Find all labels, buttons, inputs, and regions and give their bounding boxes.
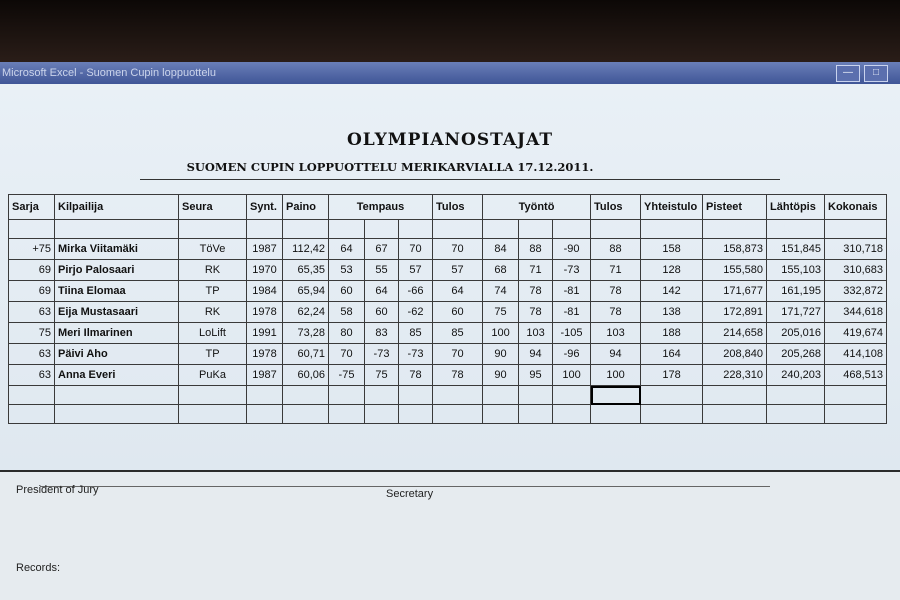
- cell-seura[interactable]: PuKa: [179, 365, 247, 386]
- cell-tempaus-3[interactable]: 85: [399, 323, 433, 344]
- cell-paino[interactable]: 73,28: [283, 323, 329, 344]
- cell-pisteet[interactable]: 208,840: [703, 344, 767, 365]
- cell-tulos-1[interactable]: 70: [433, 239, 483, 260]
- cell-tempaus-2[interactable]: 60: [365, 302, 399, 323]
- table-cell[interactable]: [703, 386, 767, 405]
- cell-tyonto-1[interactable]: 74: [483, 281, 519, 302]
- cell-lahtopisteet[interactable]: 240,203: [767, 365, 825, 386]
- cell-kokonais[interactable]: 468,513: [825, 365, 887, 386]
- cell-kokonais[interactable]: 419,674: [825, 323, 887, 344]
- cell-paino[interactable]: 62,24: [283, 302, 329, 323]
- table-cell[interactable]: [55, 386, 179, 405]
- table-cell[interactable]: [399, 220, 433, 239]
- cell-synt[interactable]: 1991: [247, 323, 283, 344]
- cell-yhteistulos[interactable]: 128: [641, 260, 703, 281]
- table-cell[interactable]: [55, 405, 179, 424]
- header-tyonto[interactable]: Työntö: [483, 195, 591, 220]
- cell-tyonto-2[interactable]: 95: [519, 365, 553, 386]
- cell-tulos-1[interactable]: 85: [433, 323, 483, 344]
- cell-tyonto-1[interactable]: 90: [483, 365, 519, 386]
- cell-paino[interactable]: 60,06: [283, 365, 329, 386]
- cell-paino[interactable]: 60,71: [283, 344, 329, 365]
- cell-sarja[interactable]: 63: [9, 365, 55, 386]
- cell-tulos-1[interactable]: 70: [433, 344, 483, 365]
- table-cell[interactable]: [641, 405, 703, 424]
- cell-tempaus-2[interactable]: 83: [365, 323, 399, 344]
- results-table: [8, 194, 887, 424]
- table-cell[interactable]: [9, 220, 55, 239]
- cell-tulos-1[interactable]: 64: [433, 281, 483, 302]
- cell-tyonto-2[interactable]: 88: [519, 239, 553, 260]
- table-cell[interactable]: [703, 405, 767, 424]
- header-kilpailija[interactable]: Kilpailija: [55, 195, 179, 220]
- cell-tulos-2[interactable]: 94: [591, 344, 641, 365]
- cell-tyonto-1[interactable]: 75: [483, 302, 519, 323]
- cell-pisteet[interactable]: 155,580: [703, 260, 767, 281]
- cell-tyonto-3[interactable]: -90: [553, 239, 591, 260]
- cell-synt[interactable]: 1984: [247, 281, 283, 302]
- cell-yhteistulos[interactable]: 188: [641, 323, 703, 344]
- table-row: [9, 239, 887, 260]
- cell-lahtopisteet[interactable]: 205,268: [767, 344, 825, 365]
- cell-tyonto-3[interactable]: 100: [553, 365, 591, 386]
- cell-tyonto-1[interactable]: 90: [483, 344, 519, 365]
- cell-tyonto-1[interactable]: 84: [483, 239, 519, 260]
- cell-synt[interactable]: 1978: [247, 302, 283, 323]
- subtitle-underline: [140, 179, 780, 180]
- cell-seura[interactable]: TP: [179, 281, 247, 302]
- maximize-button[interactable]: □: [864, 65, 888, 82]
- cell-tempaus-1[interactable]: 64: [329, 239, 365, 260]
- president-of-jury-label: President of Jury: [16, 484, 99, 496]
- cell-paino[interactable]: 65,94: [283, 281, 329, 302]
- cell-tyonto-3[interactable]: -81: [553, 302, 591, 323]
- header-synt[interactable]: Synt.: [247, 195, 283, 220]
- table-cell[interactable]: [825, 386, 887, 405]
- cell-yhteistulos[interactable]: 164: [641, 344, 703, 365]
- sheet-subtitle: SUOMEN CUPIN LOPPUOTTELU MERIKARVIALLA 17.12.2011.: [186, 160, 594, 174]
- header-pisteet[interactable]: Pisteet: [703, 195, 767, 220]
- table-cell[interactable]: [519, 220, 553, 239]
- cell-tyonto-2[interactable]: 78: [519, 302, 553, 323]
- secretary-label: Secretary: [386, 488, 434, 500]
- cell-tulos-1[interactable]: 78: [433, 365, 483, 386]
- cell-lahtopisteet[interactable]: 155,103: [767, 260, 825, 281]
- table-cell[interactable]: [483, 220, 519, 239]
- table-cell[interactable]: [519, 405, 553, 424]
- header-tempaus[interactable]: Tempaus: [329, 195, 433, 220]
- table-cell[interactable]: [433, 220, 483, 239]
- table-cell[interactable]: [179, 220, 247, 239]
- cell-yhteistulos[interactable]: 142: [641, 281, 703, 302]
- cell-yhteistulos[interactable]: 138: [641, 302, 703, 323]
- cell-pisteet[interactable]: 214,658: [703, 323, 767, 344]
- cell-seura[interactable]: RK: [179, 302, 247, 323]
- cell-tyonto-3[interactable]: -96: [553, 344, 591, 365]
- footer-divider-top: [0, 470, 900, 472]
- cell-synt[interactable]: 1987: [247, 365, 283, 386]
- cell-sarja[interactable]: 69: [9, 260, 55, 281]
- table-row-blank: [9, 220, 887, 239]
- header-lahtopisteet[interactable]: Lähtöpis: [767, 195, 825, 220]
- cell-kilpailija[interactable]: Pirjo Palosaari: [55, 260, 179, 281]
- table-row-blank: [9, 386, 887, 405]
- minimize-button[interactable]: —: [836, 65, 860, 82]
- cell-kilpailija[interactable]: Päivi Aho: [55, 344, 179, 365]
- cell-paino[interactable]: 65,35: [283, 260, 329, 281]
- cell-tempaus-1[interactable]: 70: [329, 344, 365, 365]
- cell-pisteet[interactable]: 172,891: [703, 302, 767, 323]
- cell-tyonto-3[interactable]: -73: [553, 260, 591, 281]
- table-cell[interactable]: [283, 220, 329, 239]
- cell-tulos-2[interactable]: 100: [591, 365, 641, 386]
- print-footer: [0, 470, 900, 600]
- cell-sarja[interactable]: 69: [9, 281, 55, 302]
- cell-yhteistulos[interactable]: 178: [641, 365, 703, 386]
- cell-pisteet[interactable]: 171,677: [703, 281, 767, 302]
- table-cell[interactable]: [825, 220, 887, 239]
- table-cell[interactable]: [553, 405, 591, 424]
- header-sarja[interactable]: Sarja: [9, 195, 55, 220]
- cell-tyonto-2[interactable]: 94: [519, 344, 553, 365]
- table-cell[interactable]: [519, 386, 553, 405]
- cell-paino[interactable]: 112,42: [283, 239, 329, 260]
- cell-tulos-2[interactable]: 78: [591, 281, 641, 302]
- table-cell[interactable]: [179, 405, 247, 424]
- cell-tyonto-3[interactable]: -81: [553, 281, 591, 302]
- cell-kilpailija[interactable]: Eija Mustasaari: [55, 302, 179, 323]
- cell-seura[interactable]: LoLift: [179, 323, 247, 344]
- cell-tempaus-3[interactable]: -62: [399, 302, 433, 323]
- table-cell[interactable]: [283, 405, 329, 424]
- cell-tulos-1[interactable]: 60: [433, 302, 483, 323]
- cell-kokonais[interactable]: 310,683: [825, 260, 887, 281]
- cell-kilpailija[interactable]: Anna Everi: [55, 365, 179, 386]
- cell-kokonais[interactable]: 344,618: [825, 302, 887, 323]
- table-cell[interactable]: [399, 386, 433, 405]
- table-cell[interactable]: [641, 220, 703, 239]
- table-cell[interactable]: [179, 386, 247, 405]
- table-cell[interactable]: [283, 386, 329, 405]
- cell-kokonais[interactable]: 414,108: [825, 344, 887, 365]
- table-row: [9, 365, 887, 386]
- cell-kilpailija[interactable]: Tiina Elomaa: [55, 281, 179, 302]
- table-cell[interactable]: [483, 386, 519, 405]
- signature-line: [40, 486, 770, 487]
- window-title: Microsoft Excel - Suomen Cupin loppuottelu: [2, 67, 216, 79]
- cell-tyonto-1[interactable]: 100: [483, 323, 519, 344]
- table-body: [9, 239, 887, 386]
- header-yhteistulos[interactable]: Yhteistulo: [641, 195, 703, 220]
- table-cell[interactable]: [553, 220, 591, 239]
- cell-tempaus-2[interactable]: 67: [365, 239, 399, 260]
- cell-seura[interactable]: RK: [179, 260, 247, 281]
- records-label: Records:: [16, 562, 61, 574]
- cell-tulos-1[interactable]: 57: [433, 260, 483, 281]
- table-cell[interactable]: [591, 405, 641, 424]
- cell-tulos-2[interactable]: 71: [591, 260, 641, 281]
- table-row: [9, 344, 887, 365]
- table-row: [9, 323, 887, 344]
- table-row: [9, 302, 887, 323]
- table-cell[interactable]: [365, 405, 399, 424]
- spreadsheet-area[interactable]: [0, 84, 900, 470]
- cell-kilpailija[interactable]: Meri Ilmarinen: [55, 323, 179, 344]
- cell-seura[interactable]: TöVe: [179, 239, 247, 260]
- cell-lahtopisteet[interactable]: 205,016: [767, 323, 825, 344]
- cell-tempaus-2[interactable]: 55: [365, 260, 399, 281]
- table-cell[interactable]: [247, 386, 283, 405]
- cell-kokonais[interactable]: 332,872: [825, 281, 887, 302]
- background-top: [0, 0, 900, 62]
- table-cell[interactable]: [641, 386, 703, 405]
- header-kokonais[interactable]: Kokonais: [825, 195, 887, 220]
- cell-synt[interactable]: 1978: [247, 344, 283, 365]
- cell-sarja[interactable]: 63: [9, 302, 55, 323]
- table-cell[interactable]: [365, 386, 399, 405]
- cell-tempaus-3[interactable]: -73: [399, 344, 433, 365]
- table-cell[interactable]: [433, 405, 483, 424]
- header-tulos-1[interactable]: Tulos: [433, 195, 483, 220]
- cell-tempaus-3[interactable]: 70: [399, 239, 433, 260]
- cell-sarja[interactable]: 63: [9, 344, 55, 365]
- table-cell[interactable]: [483, 405, 519, 424]
- table-cell[interactable]: [767, 220, 825, 239]
- cell-synt[interactable]: 1970: [247, 260, 283, 281]
- cell-kilpailija[interactable]: Mirka Viitamäki: [55, 239, 179, 260]
- cell-pisteet[interactable]: 158,873: [703, 239, 767, 260]
- cell-seura[interactable]: TP: [179, 344, 247, 365]
- table-cell[interactable]: [767, 386, 825, 405]
- table-cell[interactable]: [703, 220, 767, 239]
- cell-tyonto-2[interactable]: 71: [519, 260, 553, 281]
- table-cell[interactable]: [767, 405, 825, 424]
- cell-tempaus-1[interactable]: 80: [329, 323, 365, 344]
- header-seura[interactable]: Seura: [179, 195, 247, 220]
- table-cell[interactable]: [9, 386, 55, 405]
- window-controls: [836, 65, 888, 82]
- table-row: [9, 260, 887, 281]
- table-cell[interactable]: [433, 386, 483, 405]
- cell-synt[interactable]: 1987: [247, 239, 283, 260]
- table-row: [9, 281, 887, 302]
- cell-lahtopisteet[interactable]: 171,727: [767, 302, 825, 323]
- cell-sarja[interactable]: 75: [9, 323, 55, 344]
- cell-kokonais[interactable]: 310,718: [825, 239, 887, 260]
- selected-cell[interactable]: [591, 386, 641, 405]
- cell-pisteet[interactable]: 228,310: [703, 365, 767, 386]
- table-cell[interactable]: [591, 220, 641, 239]
- sheet-title: OLYMPIANOSTAJAT: [346, 130, 554, 150]
- cell-yhteistulos[interactable]: 158: [641, 239, 703, 260]
- cell-tempaus-3[interactable]: 78: [399, 365, 433, 386]
- cell-tyonto-2[interactable]: 103: [519, 323, 553, 344]
- header-tulos-2[interactable]: Tulos: [591, 195, 641, 220]
- cell-tulos-2[interactable]: 103: [591, 323, 641, 344]
- table-row-blank: [9, 405, 887, 424]
- cell-tyonto-2[interactable]: 78: [519, 281, 553, 302]
- cell-tyonto-1[interactable]: 68: [483, 260, 519, 281]
- header-paino[interactable]: Paino: [283, 195, 329, 220]
- table-cell[interactable]: [365, 220, 399, 239]
- cell-tempaus-1[interactable]: 60: [329, 281, 365, 302]
- cell-lahtopisteet[interactable]: 151,845: [767, 239, 825, 260]
- cell-tulos-2[interactable]: 88: [591, 239, 641, 260]
- table-cell[interactable]: [329, 386, 365, 405]
- table-cell[interactable]: [553, 386, 591, 405]
- cell-lahtopisteet[interactable]: 161,195: [767, 281, 825, 302]
- cell-tulos-2[interactable]: 78: [591, 302, 641, 323]
- table-cell[interactable]: [329, 220, 365, 239]
- cell-tyonto-3[interactable]: -105: [553, 323, 591, 344]
- table-header-row: [9, 195, 887, 220]
- cell-tempaus-2[interactable]: -73: [365, 344, 399, 365]
- table-cell[interactable]: [399, 405, 433, 424]
- cell-tempaus-1[interactable]: 53: [329, 260, 365, 281]
- cell-tempaus-2[interactable]: 75: [365, 365, 399, 386]
- table-cell[interactable]: [9, 405, 55, 424]
- table-cell[interactable]: [247, 405, 283, 424]
- table-cell[interactable]: [247, 220, 283, 239]
- window-titlebar[interactable]: [0, 62, 900, 84]
- cell-tempaus-3[interactable]: 57: [399, 260, 433, 281]
- cell-tempaus-1[interactable]: 58: [329, 302, 365, 323]
- table-cell[interactable]: [329, 405, 365, 424]
- cell-tempaus-2[interactable]: 64: [365, 281, 399, 302]
- table-cell[interactable]: [55, 220, 179, 239]
- table-cell[interactable]: [825, 405, 887, 424]
- cell-sarja[interactable]: +75: [9, 239, 55, 260]
- cell-tempaus-3[interactable]: -66: [399, 281, 433, 302]
- cell-tempaus-1[interactable]: -75: [329, 365, 365, 386]
